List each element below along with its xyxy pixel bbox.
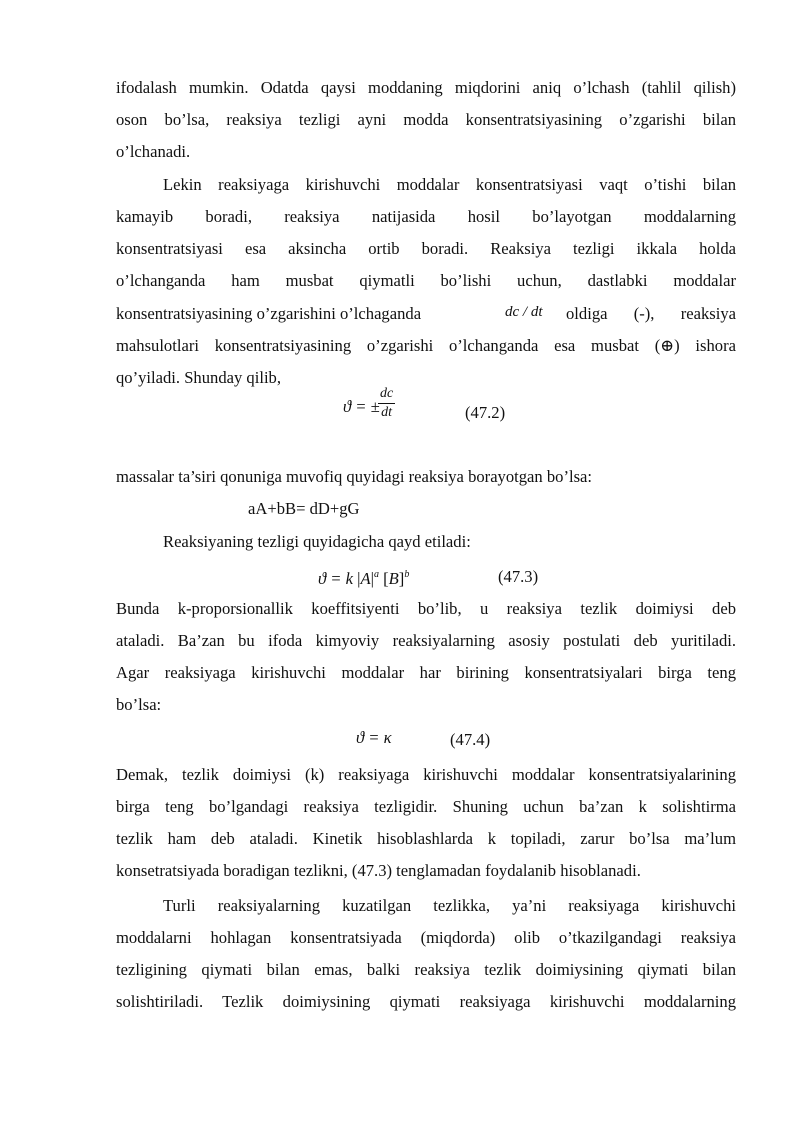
text-line: birga teng bo’lgandagi reaksiya tezligidir. Shuning uchun ba’zan k solishtirma bbox=[116, 797, 736, 816]
equation-lhs: ϑ = k bbox=[318, 569, 354, 588]
fraction-denominator: dt bbox=[381, 405, 393, 420]
inline-math-dc-dt: dc / dt bbox=[505, 304, 543, 320]
text-line: konsentratsiyasi esa aksincha ortib boradi. Reaksiya tezligi ikkala holda bbox=[116, 239, 736, 258]
text-line: ataladi. Ba’zan bu ifoda kimyoviy reaksiyalarning asosiy postulati deb yuritiladi. bbox=[116, 631, 736, 650]
equation-number: (47.2) bbox=[465, 403, 506, 422]
text-line: Demak, tezlik doimiysi (k) reaksiyaga kirishuvchi moddalar konsentratsiyalarining bbox=[116, 765, 736, 784]
equation-47-3: ϑ = k $|A|^a$ $[B]^b$ bbox=[318, 569, 410, 588]
exponent-b: b bbox=[404, 569, 410, 580]
equation-number: (47.4) bbox=[450, 730, 491, 749]
text-line: Lekin reaksiyaga kirishuvchi moddalar konsentratsiyasi vaqt o’tishi bilan bbox=[163, 175, 736, 194]
text-line: Bunda k-proporsionallik koeffitsiyenti bo’lib, u reaksiya tezlik doimiysi deb bbox=[116, 599, 736, 618]
fraction-numerator: dc bbox=[378, 385, 395, 404]
exponent-a: a bbox=[373, 569, 379, 580]
text-line: bo’lsa: bbox=[116, 695, 162, 714]
text-line-after-math: oldiga (-), reaksiya bbox=[566, 304, 736, 323]
text-line: kamayib boradi, reaksiya natijasida hosil bo’layotgan moddalarning bbox=[116, 207, 736, 226]
equation-47-2-lhs: ϑ = ± bbox=[343, 397, 380, 416]
text-line: Turli reaksiyalarning kuzatilgan tezlikka, ya’ni reaksiyaga kirishuvchi bbox=[163, 896, 736, 915]
text-line: moddalarni hohlagan konsentratsiyada (miqdorda) olib o’tkazilgandagi reaksiya bbox=[116, 928, 736, 947]
text-line: solishtiriladi. Tezlik doimiysining qiymati reaksiyaga kirishuvchi moddalarning bbox=[116, 992, 736, 1011]
text-line: tezlik ham deb ataladi. Kinetik hisoblashlarda k topiladi, zarur bo’lsa ma’lum bbox=[116, 829, 736, 848]
equation-47-4: ϑ = κ bbox=[356, 728, 392, 747]
text-line: ifodalash mumkin. Odatda qaysi moddaning miqdorini aniq o’lchash (tahlil qilish) bbox=[116, 78, 736, 97]
text-line: mahsulotlari konsentratsiyasining o’zgarishi o’lchanganda esa musbat (⊕) ishora bbox=[116, 336, 736, 355]
text-line-before-math: konsentratsiyasining o’zgarishini o’lchaganda bbox=[116, 304, 422, 323]
text-line: konsetratsiyada boradigan tezlikni, (47.3) tenglamadan foydalanib hisoblanadi. bbox=[116, 861, 641, 880]
text-line: tezligining qiymati bilan emas, balki reaksiya tezlik doimiysining qiymati bilan bbox=[116, 960, 736, 979]
symbol-A: A bbox=[360, 569, 371, 588]
text-line: o’lchanganda ham musbat qiymatli bo’lishi uchun, dastlabki moddalar bbox=[116, 271, 736, 290]
text-line: o’lchanadi. bbox=[116, 142, 191, 161]
reaction-equation: aA+bB= dD+gG bbox=[248, 499, 360, 518]
text-line: qo’yiladi. Shunday qilib, bbox=[116, 368, 282, 387]
text-line: Agar reaksiyaga kirishuvchi moddalar har birining konsentratsiyalari birga teng bbox=[116, 663, 736, 682]
text-line: Reaksiyaning tezligi quyidagicha qayd etiladi: bbox=[163, 532, 471, 551]
equation-47-2-fraction bbox=[378, 385, 395, 422]
text-line: oson bo’lsa, reaksiya tezligi ayni modda konsentratsiyasining o’zgarishi bilan bbox=[116, 110, 736, 129]
symbol-B: B bbox=[388, 569, 399, 588]
equation-number: (47.3) bbox=[498, 567, 539, 586]
text-line: massalar ta’siri qonuniga muvofiq quyidagi reaksiya borayotgan bo’lsa: bbox=[116, 467, 593, 486]
